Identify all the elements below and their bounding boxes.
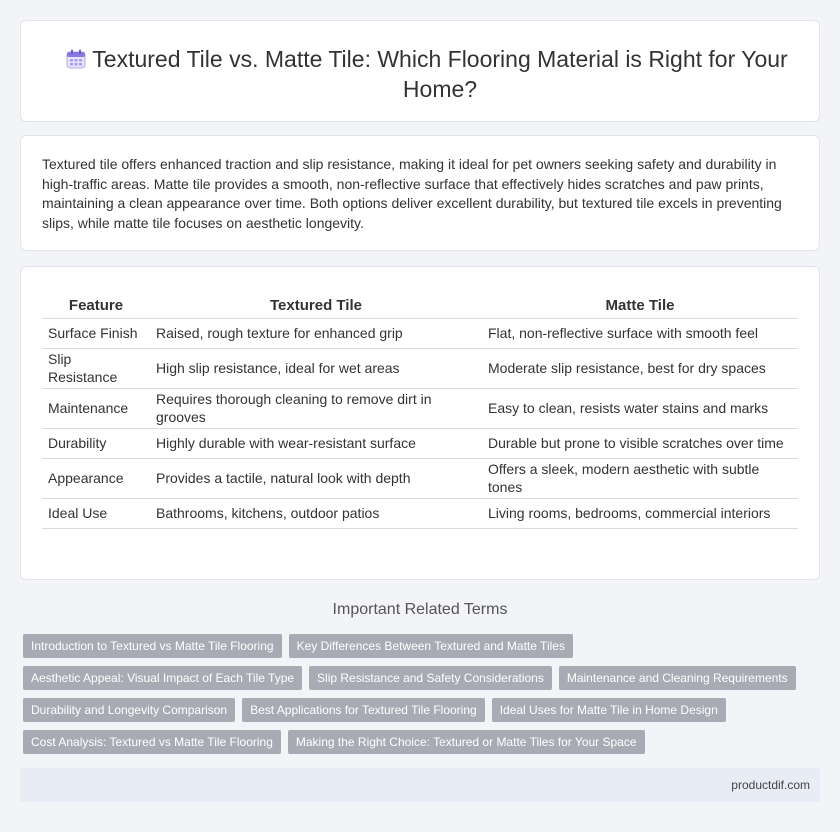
related-tag[interactable]: Introduction to Textured vs Matte Tile Flooring	[23, 634, 282, 658]
cell-matte: Living rooms, bedrooms, commercial interiors	[482, 498, 798, 528]
title-card	[20, 20, 820, 122]
comparison-table	[42, 294, 798, 529]
related-tag[interactable]: Aesthetic Appeal: Visual Impact of Each Tile Type	[23, 666, 302, 690]
cell-feature: Surface Finish	[42, 318, 150, 348]
table-row	[42, 498, 798, 528]
header-textured: Textured Tile	[150, 294, 482, 318]
cell-textured: Raised, rough texture for enhanced grip	[150, 318, 482, 348]
cell-matte: Durable but prone to visible scratches over time	[482, 428, 798, 458]
table-row	[42, 458, 798, 498]
cell-feature: Appearance	[42, 458, 150, 498]
cell-textured: High slip resistance, ideal for wet areas	[150, 348, 482, 388]
cell-textured: Provides a tactile, natural look with depth	[150, 458, 482, 498]
related-tag[interactable]: Maintenance and Cleaning Requirements	[559, 666, 796, 690]
intro-card	[20, 135, 820, 251]
cell-feature: Durability	[42, 428, 150, 458]
related-tags-row	[23, 666, 823, 690]
footer	[20, 768, 820, 802]
related-tag[interactable]: Best Applications for Textured Tile Flooring	[242, 698, 485, 722]
related-tag[interactable]: Durability and Longevity Comparison	[23, 698, 235, 722]
table-row	[42, 348, 798, 388]
cell-feature: Slip Resistance	[42, 348, 150, 388]
cell-matte: Moderate slip resistance, best for dry spaces	[482, 348, 798, 388]
cell-feature: Maintenance	[42, 388, 150, 428]
calendar-icon	[65, 48, 87, 70]
cell-matte: Easy to clean, resists water stains and marks	[482, 388, 798, 428]
footer-site-link[interactable]: productdif.com	[731, 778, 810, 792]
related-tag[interactable]: Key Differences Between Textured and Matte Tiles	[289, 634, 573, 658]
related-tags-row	[23, 698, 823, 722]
table-row	[42, 318, 798, 348]
related-tag[interactable]: Slip Resistance and Safety Considerations	[309, 666, 552, 690]
related-tag[interactable]: Ideal Uses for Matte Tile in Home Design	[492, 698, 726, 722]
related-tags-row	[23, 634, 823, 658]
cell-textured: Requires thorough cleaning to remove dirt in grooves	[150, 388, 482, 428]
header-matte: Matte Tile	[482, 294, 798, 318]
related-tag[interactable]: Making the Right Choice: Textured or Matte Tiles for Your Space	[288, 730, 645, 754]
intro-paragraph: Textured tile offers enhanced traction and slip resistance, making it ideal for pet owners seeking safety and durability in high-traffic areas. Matte tile provides a smooth, non-reflective surface that effectively hides scratches and paw prints, maintaining a clean appearance over time. Both options deliver excellent durability, but textured tile excels in preventing slips, while matte tile focuses on aesthetic longevity.	[42, 156, 782, 231]
cell-textured: Highly durable with wear-resistant surface	[150, 428, 482, 458]
cell-textured: Bathrooms, kitchens, outdoor patios	[150, 498, 482, 528]
cell-feature: Ideal Use	[42, 498, 150, 528]
cell-matte: Offers a sleek, modern aesthetic with subtle tones	[482, 458, 798, 498]
comparison-card	[20, 266, 820, 580]
cell-matte: Flat, non-reflective surface with smooth feel	[482, 318, 798, 348]
table-row	[42, 428, 798, 458]
table-row	[42, 388, 798, 428]
related-tag[interactable]: Cost Analysis: Textured vs Matte Tile Flooring	[23, 730, 281, 754]
page-title: Textured Tile vs. Matte Tile: Which Flooring Material is Right for Your Home?	[92, 46, 788, 102]
related-terms-title: Important Related Terms	[332, 601, 508, 618]
table-header-row	[42, 294, 798, 318]
header-feature: Feature	[42, 294, 150, 318]
related-tags-row	[23, 730, 823, 754]
